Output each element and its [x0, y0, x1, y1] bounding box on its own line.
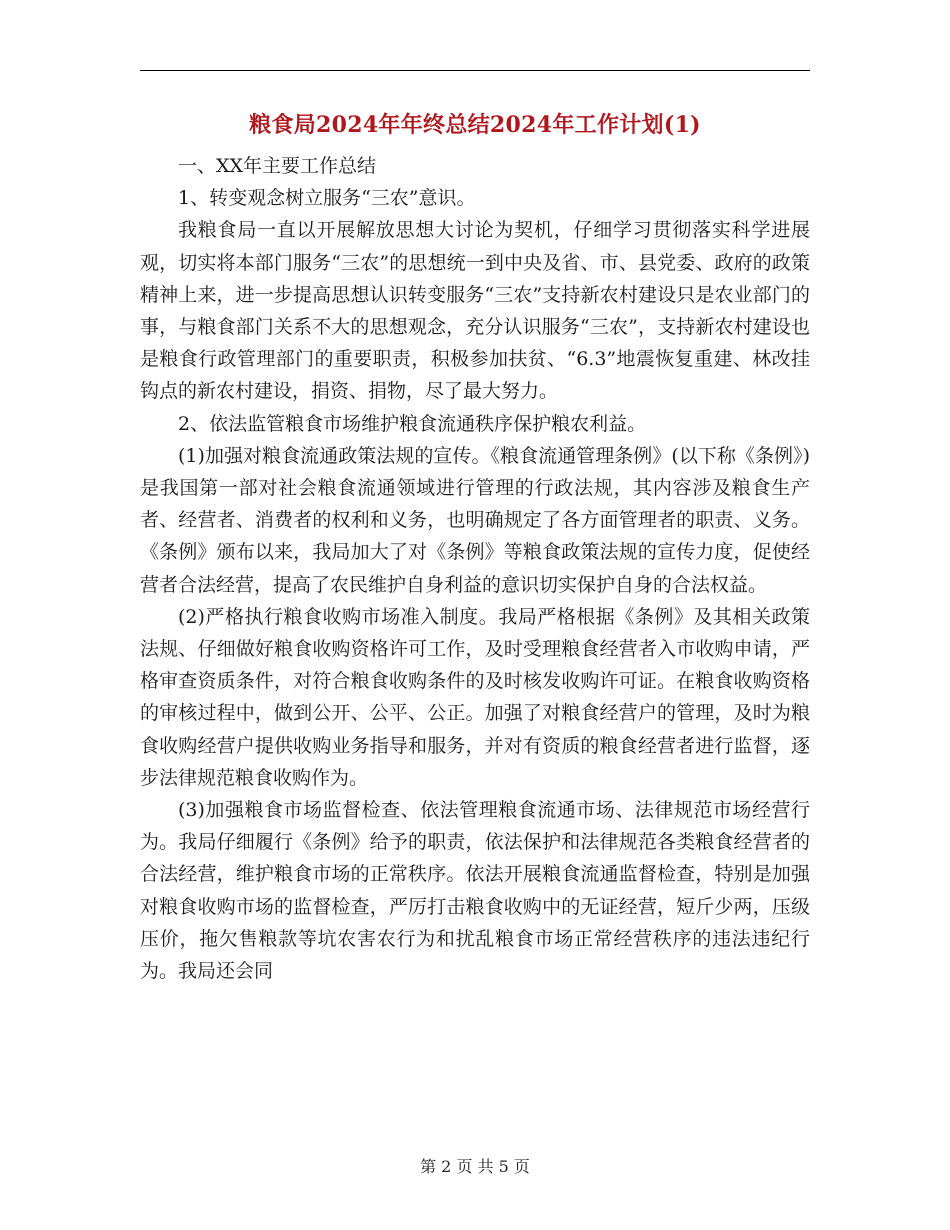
subsection-heading: 1、转变观念树立服务“三农”意识。: [178, 187, 476, 210]
body-paragraph: (2)严格执行粮食收购市场准入制度。我局严格根据《条例》及其相关政策法规、仔细做好粮食收购资格许可工作，及时受理粮食经营者入市收购申请，严格审查资质条件，对符合粮食收购条件的及时核发收购许可证。在粮食收购资格的审核过程中，做到公开、公平、公正。加强了对粮食经营户的管理，及时为粮食收购经营户提供收购业务指导和服务，并对有资质的粮食经营者进行监督，逐步法律规范粮食收购作为。: [140, 605, 810, 789]
subsection-heading: 2、依法监管粮食市场维护粮食流通秩序保护粮农利益。: [178, 412, 647, 435]
section-heading: 一、XX年主要工作总结: [178, 155, 377, 177]
document-title: 粮食局2024年年终总结2024年工作计划(1): [249, 112, 701, 138]
body-paragraph: (1)加强对粮食流通政策法规的宣传。《粮食流通管理条例》(以下称《条例》)是我国第一部对社会粮食流通领域进行管理的行政法规，其内容涉及粮食生产者、经营者、消费者的权利和义务，也明确规定了各方面管理者的职责、义务。《条例》颁布以来，我局加大了对《条例》等粮食政策法规的宣传力度，促使经营者合法经营，提高了农民维护自身利益的意识切实保护自身的合法权益。: [140, 444, 810, 596]
document-body: [140, 150, 810, 987]
body-paragraph: 我粮食局一直以开展解放思想大讨论为契机，仔细学习贯彻落实科学进展观，切实将本部门服务“三农”的思想统一到中央及省、市、县党委、政府的政策精神上来，进一步提高思想认识转变服务“三农”支持新农村建设只是农业部门的事，与粮食部门关系不大的思想观念，充分认识服务“三农”，支持新农村建设也是粮食行政管理部门的重要职责，积极参加扶贫、“6.3”地震恢复重建、林改挂钩点的新农村建设，捐资、捐物，尽了最大努力。: [140, 219, 810, 403]
page-number-footer: 第 2 页 共 5 页: [420, 1157, 530, 1176]
header-rule: [140, 70, 810, 71]
body-paragraph: (3)加强粮食市场监督检查、依法管理粮食流通市场、法律规范市场经营行为。我局仔细履行《条例》给予的职责，依法保护和法律规范各类粮食经营者的合法经营，维护粮食市场的正常秩序。依法开展粮食流通监督检查，特别是加强对粮食收购市场的监督检查，严厉打击粮食收购中的无证经营，短斤少两，压级压价，拖欠售粮款等坑农害农行为和扰乱粮食市场正常经营秩序的违法违纪行为。我局还会同: [140, 799, 810, 983]
